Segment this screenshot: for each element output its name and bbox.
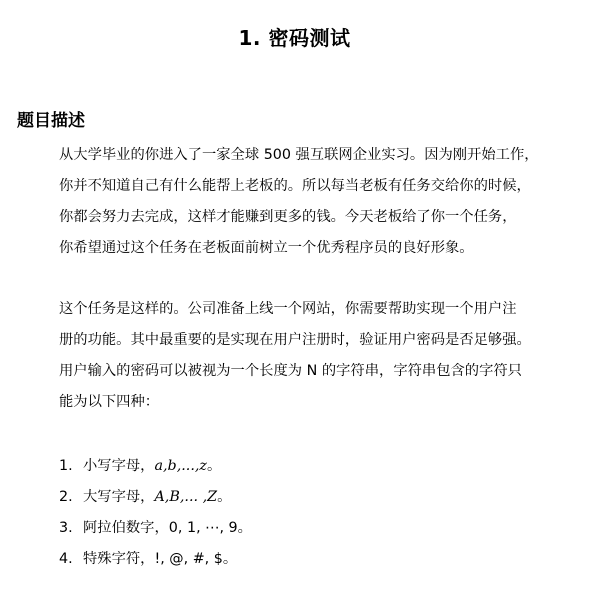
list-item <box>59 513 252 544</box>
section-heading: 题目描述 <box>17 111 85 131</box>
list-label: 特殊字符， <box>83 551 155 567</box>
list-value: A,B,... ,Z <box>154 489 218 505</box>
list-label: 阿拉伯数字， <box>83 520 169 536</box>
list-label: 大写字母， <box>83 489 155 505</box>
character-type-list <box>59 451 252 575</box>
paragraph-line: 从大学毕业的你进入了一家全球 500 强互联网企业实习。因为刚开始工作， <box>59 147 539 163</box>
list-item <box>59 544 252 575</box>
paragraph-line: 你希望通过这个任务在老板面前树立一个优秀程序员的良好形象。 <box>59 240 474 256</box>
paragraph-line: 你并不知道自己有什么能帮上老板的。所以每当老板有任务交给你的时候， <box>59 178 531 194</box>
page-title: 1. 密码测试 <box>238 26 351 50</box>
paragraph-line: 你都会努力去完成，这样才能赚到更多的钱。今天老板给了你一个任务， <box>59 209 517 225</box>
list-end: 。 <box>206 458 222 474</box>
paragraph-line: 这个任务是这样的。公司准备上线一个网站，你需要帮助实现一个用户注 <box>59 301 517 317</box>
list-value: !, @, #, $ <box>154 551 223 567</box>
list-label: 小写字母， <box>83 458 155 474</box>
list-number: 1. <box>59 458 73 474</box>
paragraph-line: 用户输入的密码可以被视为一个长度为 N 的字符串，字符串包含的字符只 <box>59 363 522 379</box>
list-item <box>59 451 252 482</box>
paragraph-line: 能为以下四种： <box>59 394 160 410</box>
list-end: 。 <box>217 489 232 505</box>
list-number: 2. <box>59 489 73 505</box>
list-number: 3. <box>59 520 73 536</box>
list-value: 0, 1, ⋯, 9 <box>168 520 238 536</box>
paragraph-intro <box>59 140 581 264</box>
paragraph-task <box>59 294 581 418</box>
list-end: 。 <box>237 520 252 536</box>
list-item <box>59 482 252 513</box>
list-value: a,b,...,z <box>154 458 207 474</box>
paragraph-line: 册的功能。其中最重要的是实现在用户注册时，验证用户密码是否足够强。 <box>59 332 531 348</box>
list-number: 4. <box>59 551 73 567</box>
list-end: 。 <box>222 551 238 567</box>
